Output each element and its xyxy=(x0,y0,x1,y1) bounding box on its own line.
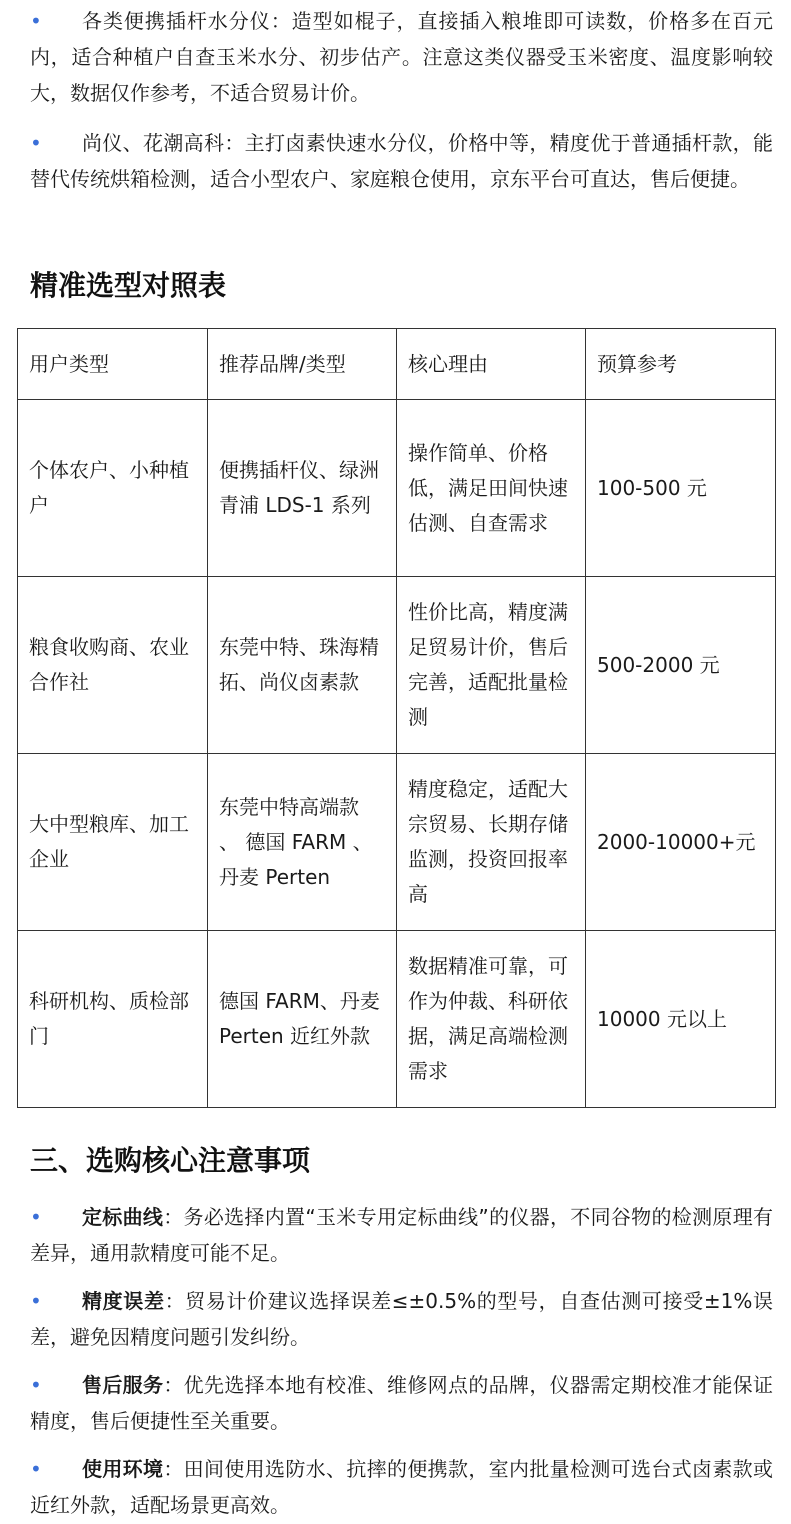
note-label: 使用环境 xyxy=(82,1457,164,1481)
bullet-icon: • xyxy=(30,9,42,33)
table-cell: 粮食收购商、农业合作社 xyxy=(18,577,208,754)
table-cell: 100-500 元 xyxy=(586,400,776,577)
note-text: ：贸易计价建议选择误差≤±0.5%的型号，自查估测可接受±1%误差，避免因精度问题引发纠纷。 xyxy=(30,1289,774,1349)
bullet-icon: • xyxy=(30,131,42,155)
table-header-cell: 用户类型 xyxy=(18,329,208,400)
table-cell: 科研机构、质检部门 xyxy=(18,931,208,1108)
table-row xyxy=(18,931,776,1108)
list-item-text: 尚仪、花潮高科：主打卤素快速水分仪，价格中等，精度优于普通插杆款，能替代传统烘箱检测，适合小型农户、家庭粮仓使用，京东平台可直达，售后便捷。 xyxy=(30,131,773,191)
table-cell: 10000 元以上 xyxy=(586,931,776,1108)
table-cell: 东莞中特、珠海精拓、尚仪卤素款 xyxy=(208,577,397,754)
table-cell: 500-2000 元 xyxy=(586,577,776,754)
note-label: 售后服务 xyxy=(82,1373,164,1397)
list-item-text: 各类便携插杆水分仪：造型如棍子，直接插入粮堆即可读数，价格多在百元内，适合种植户自查玉米水分、初步估产。注意这类仪器受玉米密度、温度影响较大，数据仅作参考，不适合贸易计价。 xyxy=(30,9,773,105)
table-header-row xyxy=(18,329,776,400)
table-cell: 操作简单、价格低，满足田间快速估测、自查需求 xyxy=(397,400,586,577)
table-row xyxy=(18,754,776,931)
table-header-cell: 核心理由 xyxy=(397,329,586,400)
table-row xyxy=(18,400,776,577)
list-item xyxy=(0,125,791,197)
table-cell: 个体农户、小种植户 xyxy=(18,400,208,577)
table-header-cell: 推荐品牌/类型 xyxy=(208,329,397,400)
list-item xyxy=(0,1367,791,1439)
table-cell: 2000-10000+元 xyxy=(586,754,776,931)
table-cell: 东莞中特高端款 、 德国 FARM 、 丹麦 Perten xyxy=(208,754,397,931)
section-heading: 三、选购核心注意事项 xyxy=(30,1144,311,1177)
note-text: ：优先选择本地有校准、维修网点的品牌，仪器需定期校准才能保证精度，售后便捷性至关重要。 xyxy=(30,1373,774,1433)
table-cell: 数据精准可靠，可作为仲裁、科研依据，满足高端检测需求 xyxy=(397,931,586,1108)
table-cell: 大中型粮库、加工企业 xyxy=(18,754,208,931)
table-cell: 精度稳定，适配大宗贸易、长期存储监测，投资回报率高 xyxy=(397,754,586,931)
table-cell: 德国 FARM、丹麦 Perten 近红外款 xyxy=(208,931,397,1108)
list-item xyxy=(0,3,791,111)
section-heading: 精准选型对照表 xyxy=(30,269,227,302)
note-label: 定标曲线 xyxy=(82,1205,164,1229)
selection-table xyxy=(17,328,776,1108)
bullet-icon: • xyxy=(30,1373,42,1397)
note-label: 精度误差 xyxy=(82,1289,165,1313)
table-header-cell: 预算参考 xyxy=(586,329,776,400)
note-text: ：务必选择内置“玉米专用定标曲线”的仪器，不同谷物的检测原理有差异，通用款精度可能不足。 xyxy=(30,1205,773,1265)
list-item xyxy=(0,1283,791,1355)
bullet-icon: • xyxy=(30,1205,42,1229)
list-item xyxy=(0,1199,791,1271)
list-item xyxy=(0,1451,791,1523)
bullet-icon: • xyxy=(30,1457,42,1481)
table-row xyxy=(18,577,776,754)
table-cell: 性价比高，精度满足贸易计价，售后完善，适配批量检测 xyxy=(397,577,586,754)
note-text: ：田间使用选防水、抗摔的便携款，室内批量检测可选台式卤素款或近红外款，适配场景更高效。 xyxy=(30,1457,774,1517)
table-cell: 便携插杆仪、绿洲青浦 LDS-1 系列 xyxy=(208,400,397,577)
bullet-icon: • xyxy=(30,1289,42,1313)
